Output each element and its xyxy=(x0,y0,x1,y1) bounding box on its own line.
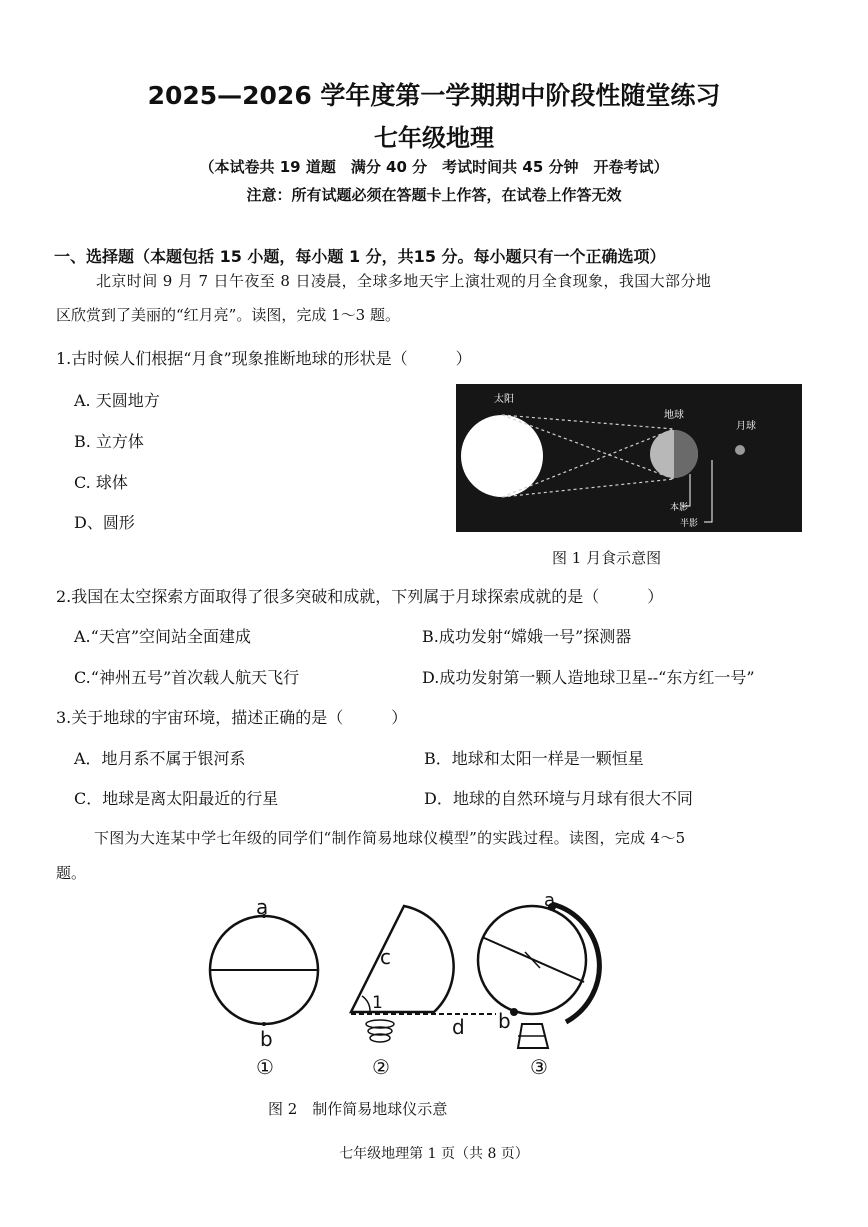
exam-notice: 注意：所有试题必须在答题卡上作答，在试卷上作答无效 xyxy=(246,186,622,204)
moon-label: 月球 xyxy=(736,421,756,432)
step-2-label-d: d xyxy=(452,1015,465,1039)
moon-shape xyxy=(735,445,745,455)
question-3-option-d: D．地球的自然环境与月球有很大不同 xyxy=(424,789,693,808)
earth-label: 地球 xyxy=(664,410,684,421)
sun-label: 太阳 xyxy=(494,394,514,405)
step-3-meridian-ring xyxy=(552,904,599,1022)
step-2-number: ② xyxy=(372,1055,390,1079)
step-1-label-b: b xyxy=(260,1027,273,1051)
intro-line-2: 区欣赏到了美丽的“红月亮”。读图，完成 1～3 题。 xyxy=(56,306,400,324)
step-2-label-c: c xyxy=(380,945,391,969)
question-2-stem: 2.我国在太空探索方面取得了很多突破和成就，下列属于月球探索成就的是（ ） xyxy=(56,587,664,606)
question-2-option-a: A.“天宫”空间站全面建成 xyxy=(74,627,252,646)
passage-line-1: 下图为大连某中学七年级的同学们“制作简易地球仪模型”的实践过程。读图，完成 4～5 xyxy=(94,829,686,847)
lunar-eclipse-figure xyxy=(456,384,802,532)
question-3-option-c: C．地球是离太阳最近的行星 xyxy=(74,789,279,808)
question-1-option-b: B. 立方体 xyxy=(74,432,144,451)
question-3-stem: 3.关于地球的宇宙环境，描述正确的是（ ） xyxy=(56,708,408,727)
step-1-number: ① xyxy=(256,1055,274,1079)
step-2-half-globe xyxy=(351,906,454,1012)
step-2-label-1: 1 xyxy=(372,993,383,1013)
page-footer: 七年级地理第 1 页（共 8 页） xyxy=(339,1146,529,1162)
question-1-option-a: A. 天圆地方 xyxy=(74,391,160,410)
earth-night-side xyxy=(674,430,698,478)
globe-making-diagram xyxy=(196,890,616,1080)
step-1-label-a: a xyxy=(256,895,269,919)
section-heading: 一、选择题（本题包括 15 小题，每小题 1 分，共15 分。每小题只有一个正确选项） xyxy=(54,247,666,266)
question-1-stem: 1.古时候人们根据“月食”现象推断地球的形状是（ ） xyxy=(56,349,472,368)
question-2-option-c: C.“神州五号”首次载人航天飞行 xyxy=(74,668,300,687)
question-1-option-c: C. 球体 xyxy=(74,473,128,492)
step-3-number: ③ xyxy=(530,1055,548,1079)
lunar-eclipse-diagram xyxy=(456,384,802,532)
question-2-option-b: B.成功发射“嫦娥一号”探测器 xyxy=(422,627,632,646)
figure-1-caption: 图 1 月食示意图 xyxy=(552,549,662,567)
figure-2-caption: 图 2 制作简易地球仪示意 xyxy=(268,1100,448,1118)
penumbra-label: 半影 xyxy=(680,519,699,529)
passage-line-2: 题。 xyxy=(56,864,87,882)
question-3-option-a: A．地月系不属于银河系 xyxy=(74,749,246,768)
step-3-axis-mark xyxy=(525,952,540,968)
exam-title: 2025—2026 学年度第一学期期中阶段性随堂练习 xyxy=(147,81,721,110)
sun-shape xyxy=(461,415,543,497)
question-2-option-d: D.成功发射第一颗人造地球卫星--“东方红一号” xyxy=(422,668,755,687)
intro-line-1: 北京时间 9 月 7 日午夜至 8 日凌晨，全球多地天宇上演壮观的月全食现象，我国大部分地 xyxy=(96,272,712,290)
step-2-angle-arc xyxy=(362,996,370,1012)
exam-info: （本试卷共 19 道题 满分 40 分 考试时间共 45 分钟 开卷考试） xyxy=(199,158,669,176)
step-3-label-b: b xyxy=(498,1009,511,1033)
question-1-option-d: D、圆形 xyxy=(74,513,135,532)
question-3-option-b: B．地球和太阳一样是一颗恒星 xyxy=(424,749,644,768)
step-3-label-a: a xyxy=(544,890,556,911)
subject-title: 七年级地理 xyxy=(374,124,494,152)
umbra-label: 本影 xyxy=(670,503,689,513)
